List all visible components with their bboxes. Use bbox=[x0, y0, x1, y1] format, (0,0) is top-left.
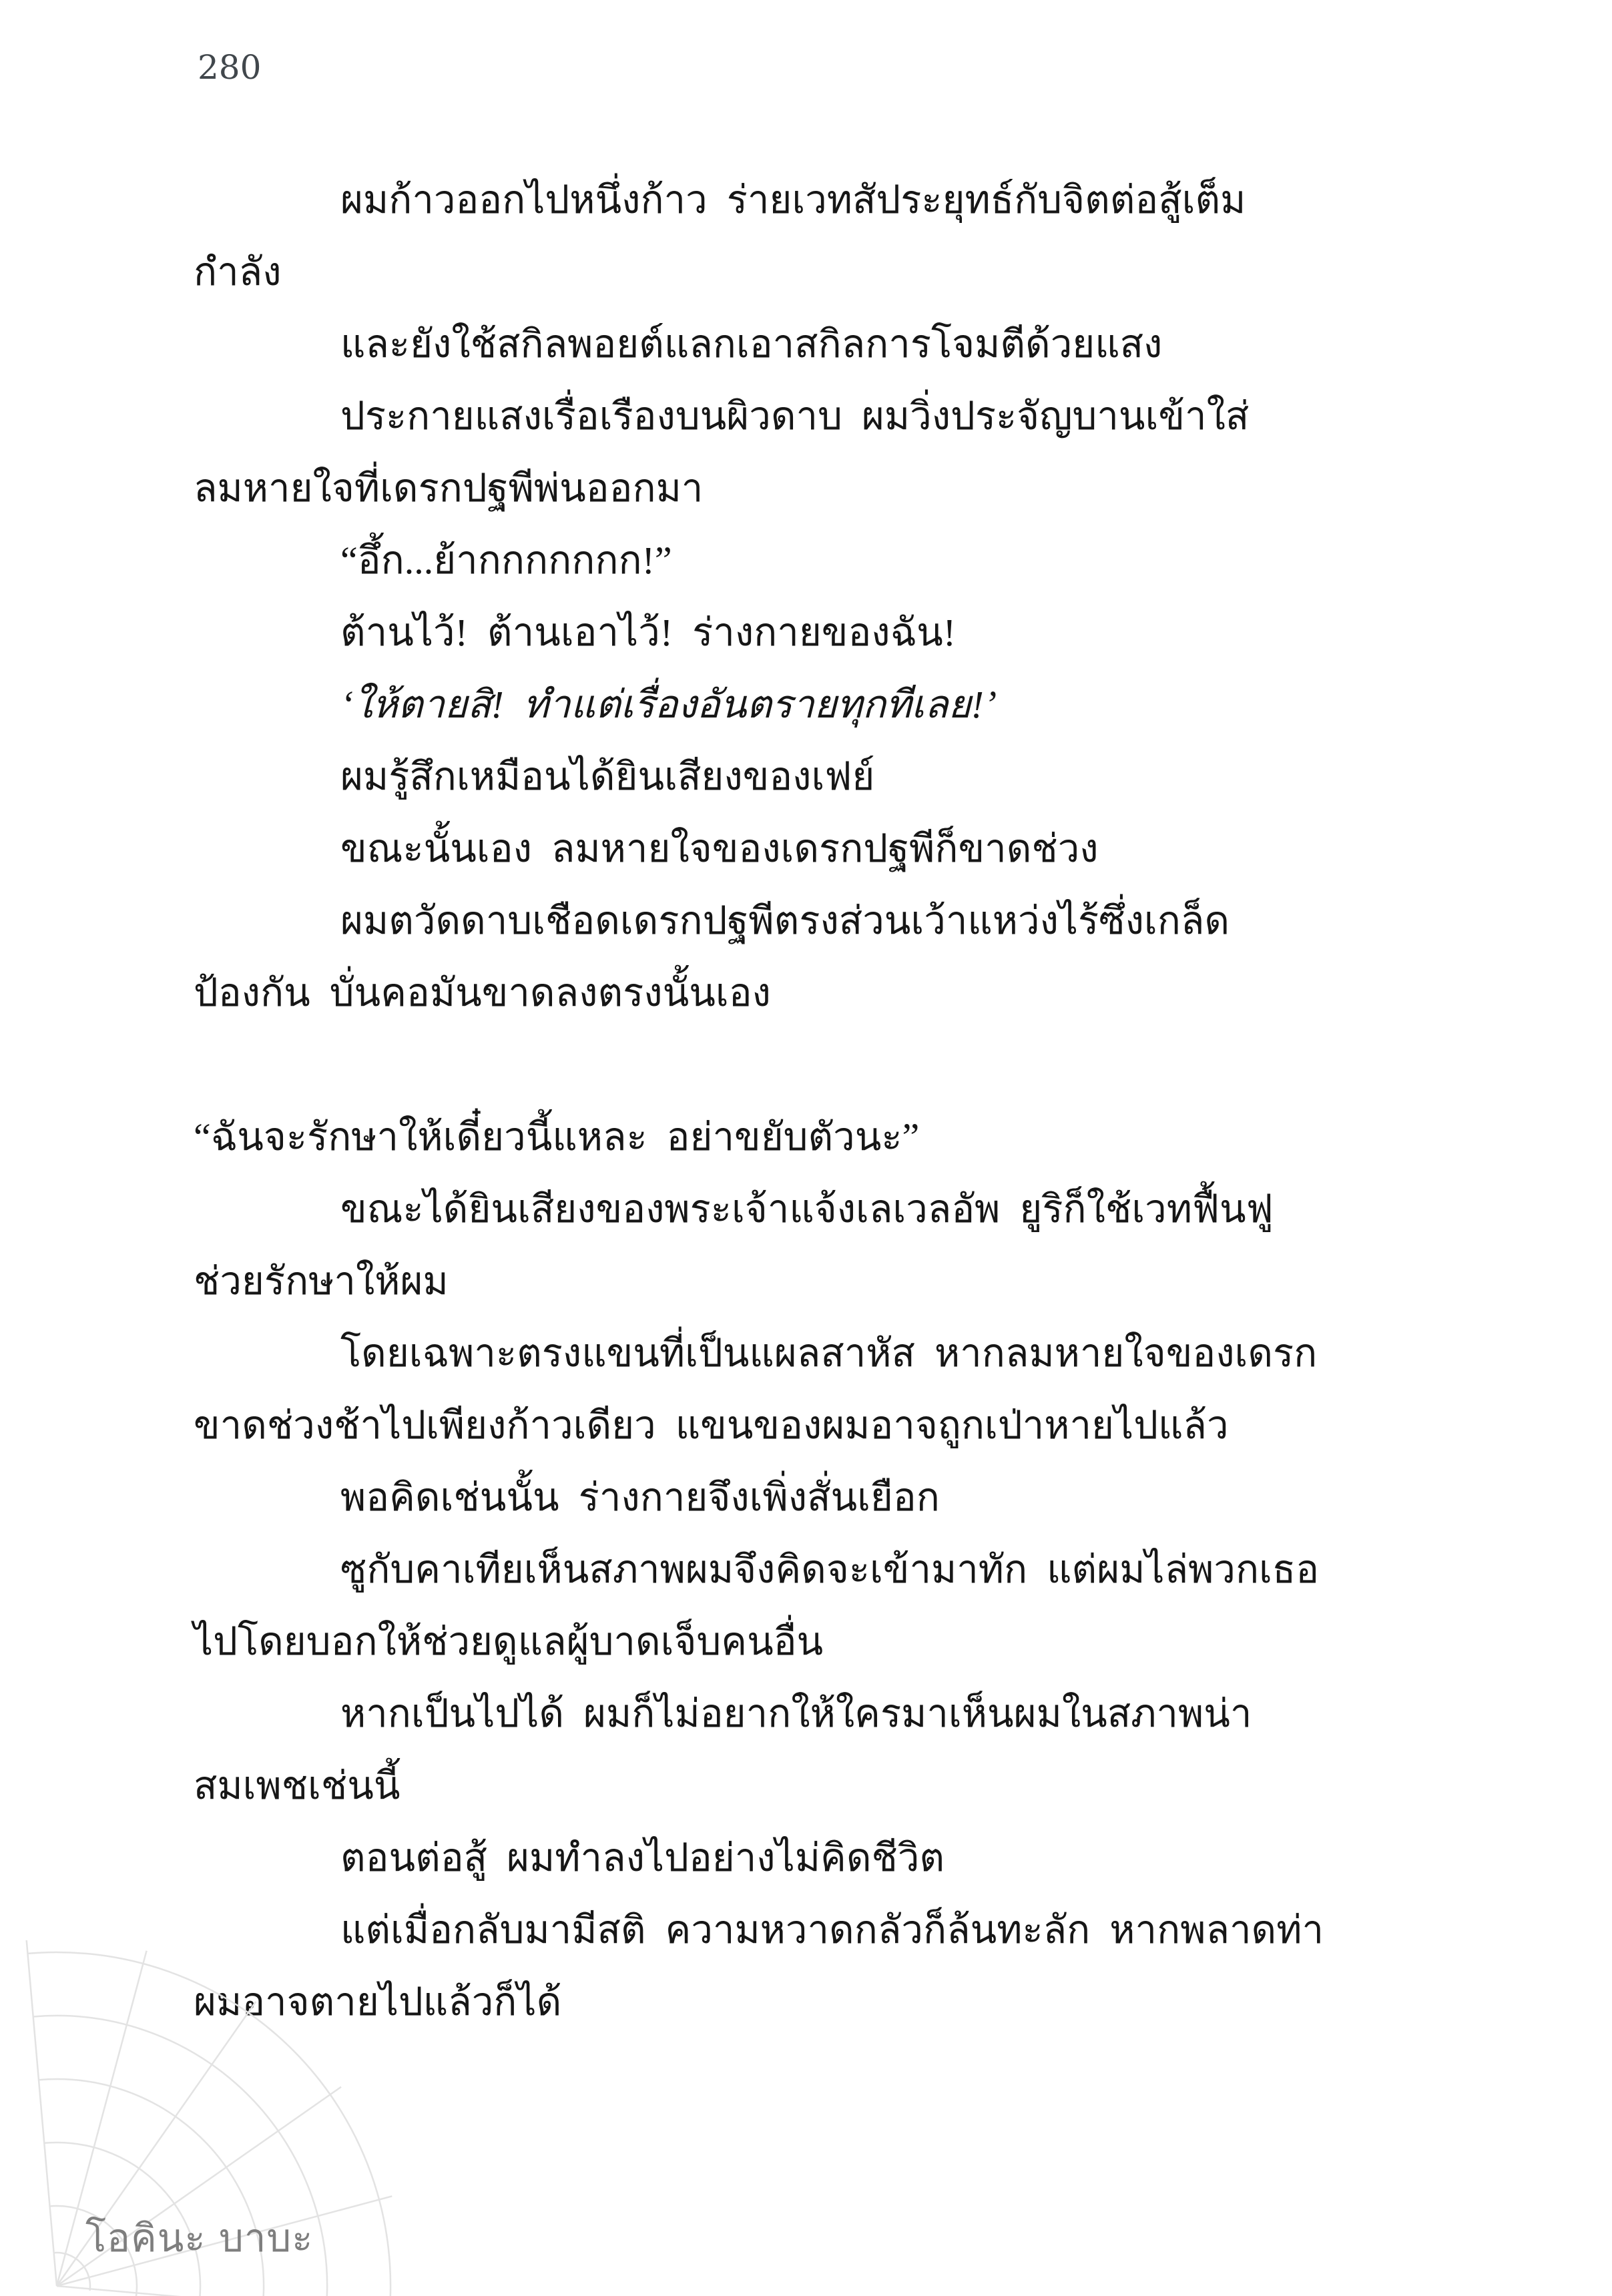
text-line: ประกายแสงเรื่อเรืองบนผิวดาบ ผมวิ่งประจัญบานเข้าใส่ bbox=[340, 394, 1250, 438]
text-line: ป้องกัน บั่นคอมันขาดลงตรงนั้นเอง bbox=[194, 971, 771, 1015]
text-line: ซูกับคาเทียเห็นสภาพผมจึงคิดจะเข้ามาทัก แต่ผมไล่พวกเธอ bbox=[340, 1548, 1320, 1591]
text-line: ‘ให้ตายสิ! ทำแต่เรื่องอันตรายทุกทีเลย!’ bbox=[340, 683, 997, 726]
page-number: 280 bbox=[198, 48, 262, 87]
text-block bbox=[194, 164, 1428, 2038]
author-watermark: โอคินะ บาบะ bbox=[85, 2215, 314, 2261]
blank-line bbox=[194, 1029, 1428, 1101]
text-line: โดยเฉพาะตรงแขนที่เป็นแผลสาหัส หากลมหายใจของเดรก bbox=[340, 1332, 1318, 1375]
text-line: และยังใช้สกิลพอยต์แลกเอาสกิลการโจมตีด้วยแสง bbox=[340, 322, 1163, 366]
text-line: ต้านไว้! ต้านเอาไว้! ร่างกายของฉัน! bbox=[340, 611, 957, 654]
text-line: ผมก้าวออกไปหนึ่งก้าว ร่ายเวทสัประยุทธ์กับจิตต่อสู้เต็ม bbox=[340, 178, 1246, 222]
text-line: ตอนต่อสู้ ผมทำลงไปอย่างไม่คิดชีวิต bbox=[340, 1836, 945, 1880]
text-line: “ฉันจะรักษาให้เดี๋ยวนี้แหละ อย่าขยับตัวนะ” bbox=[194, 1115, 920, 1159]
text-line: ไปโดยบอกให้ช่วยดูแลผู้บาดเจ็บคนอื่น bbox=[194, 1620, 824, 1663]
text-line: ผมตวัดดาบเชือดเดรกปฐพีตรงส่วนเว้าแหว่งไร้ซึ่งเกล็ด bbox=[340, 899, 1230, 942]
text-line: ผมรู้สึกเหมือนได้ยินเสียงของเฟย์ bbox=[340, 755, 875, 798]
text-line: “อึ้ก...ย้ากกกกกกก!” bbox=[340, 539, 672, 582]
text-line: พอคิดเช่นนั้น ร่างกายจึงเพิ่งสั่นเยือก bbox=[340, 1476, 940, 1519]
text-line: ขณะได้ยินเสียงของพระเจ้าแจ้งเลเวลอัพ ยูริก็ใช้เวทฟื้นฟู bbox=[340, 1187, 1274, 1231]
text-line: แต่เมื่อกลับมามีสติ ความหวาดกลัวก็ล้นทะลัก หากพลาดท่า bbox=[340, 1908, 1324, 1952]
text-line: ขณะนั้นเอง ลมหายใจของเดรกปฐพีก็ขาดช่วง bbox=[340, 827, 1099, 870]
text-line: กำลัง bbox=[194, 250, 282, 294]
text-line: หากเป็นไปได้ ผมก็ไม่อยากให้ใครมาเห็นผมในสภาพน่า bbox=[340, 1692, 1252, 1735]
text-line: ลมหายใจที่เดรกปฐพีพ่นออกมา bbox=[194, 467, 704, 510]
text-line: สมเพชเช่นนี้ bbox=[194, 1764, 400, 1807]
text-line: ขาดช่วงช้าไปเพียงก้าวเดียว แขนของผมอาจถูกเป่าหายไปแล้ว bbox=[194, 1404, 1229, 1447]
text-line: ช่วยรักษาให้ผม bbox=[194, 1259, 449, 1303]
text-line: ผมอาจตายไปแล้วก็ได้ bbox=[194, 1980, 562, 2024]
